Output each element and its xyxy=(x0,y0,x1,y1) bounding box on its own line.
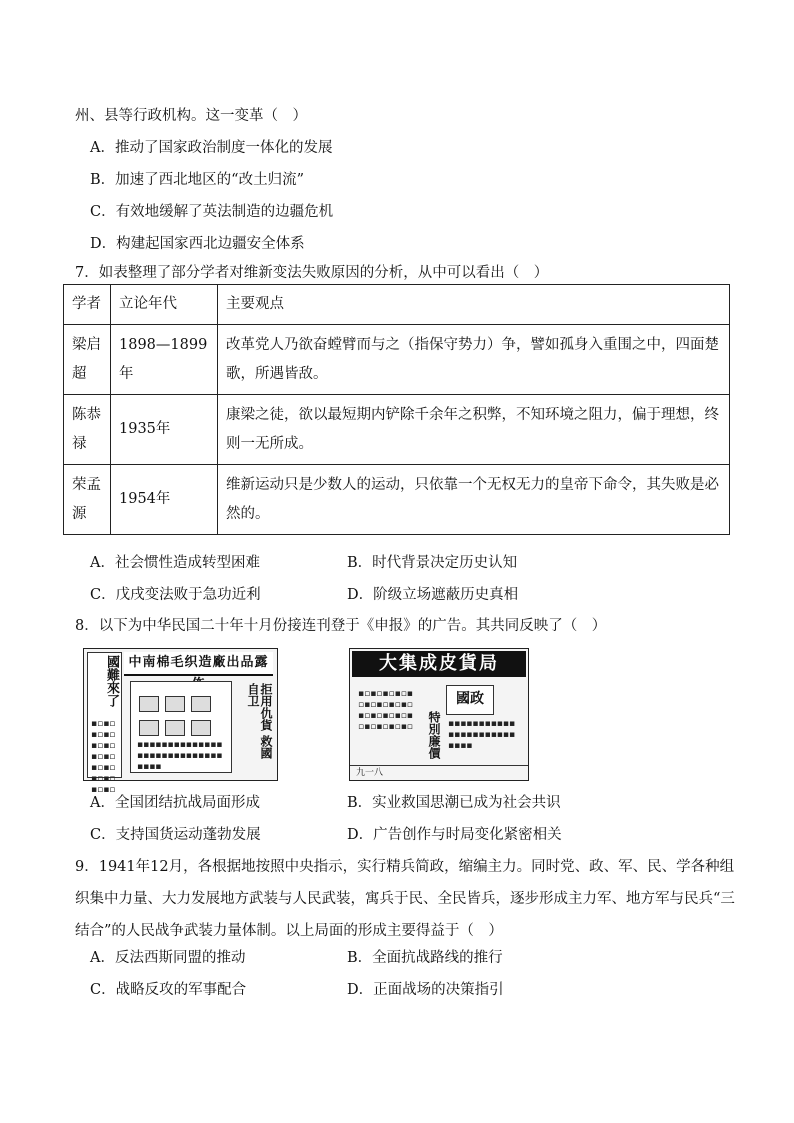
ad2-footer xyxy=(350,765,528,779)
q9-stem: 9．1941年12月，各根据地按照中央指示，实行精兵简政，缩编主力。同时党、政、军、民、学各种组织集中力量、大力发展地方武装与人民武装，寓兵于民、全民皆兵，逐步形成主力军、地方军与民兵“三结合”的人民战争武装力量体制。以上局面的形成主要得益于（ ） xyxy=(75,859,735,939)
ad1-side-text: 國難來了 xyxy=(104,655,119,707)
q8-option-b: B．实业救国思潮已成为社会共识 xyxy=(347,795,561,811)
cell-scholar: 荣孟源 xyxy=(64,465,111,535)
table-header-row xyxy=(64,285,730,325)
q6-option-b: B．加速了西北地区的“改土归流” xyxy=(90,172,304,188)
table-row xyxy=(64,395,730,465)
cell-view: 康梁之徒，欲以最短期内铲除千余年之积弊，不知环境之阻力，偏于理想，终则一无所成。 xyxy=(218,395,730,465)
cell-scholar: 梁启超 xyxy=(64,325,111,395)
ad2-fineprint-right: ▪▪▪▪▪▪▪▪▪▪▪▪▪▪▪▪▪▪▪▪▪▪▪▪▪▪ xyxy=(448,719,516,751)
newspaper-ad-image-2 xyxy=(349,648,529,781)
ad2-sale-text: 特別廉價 xyxy=(427,711,441,759)
cell-view: 维新运动只是少数人的运动，只依靠一个无权无力的皇帝下命令，其失败是必然的。 xyxy=(218,465,730,535)
cell-year: 1954年 xyxy=(111,465,218,535)
q7-stem: 7．如表整理了部分学者对维新变法失败原因的分析，从中可以看出（ ） xyxy=(75,265,549,281)
q8-option-c: C．支持国货运动蓬勃发展 xyxy=(90,827,261,843)
table-row xyxy=(64,325,730,395)
ad2-seal-text: 國政 xyxy=(456,691,484,707)
ad2-headline: 大集成皮貨局 xyxy=(352,651,526,677)
ad1-side-fineprint: ▪▫▪▫▪▫▪▫▪▫▪▫▪▫▪▫▪▫▪▫▪▫▪▫▪▫▪▫ xyxy=(91,719,116,795)
q6-option-d: D．构建起国家西北边疆安全体系 xyxy=(90,236,305,252)
cell-year: 1898—1899年 xyxy=(111,325,218,395)
header-year: 立论年代 xyxy=(111,285,218,325)
q8-option-a: A．全国团结抗战局面形成 xyxy=(90,795,260,811)
ad1-side-panel xyxy=(87,652,122,795)
q8-stem: 8．以下为中华民国二十年十月份接连刊登于《申报》的广告。其共同反映了（ ） xyxy=(75,618,607,634)
ad1-headline: 中南棉毛织造廠出品露 xyxy=(124,652,273,676)
ad2-footer-date: 九一八 xyxy=(356,768,384,778)
q9-option-d: D．正面战场的决策指引 xyxy=(347,982,504,998)
q9-option-c: C．战略反攻的军事配合 xyxy=(90,982,247,998)
q7-option-b: B．时代背景决定历史认知 xyxy=(347,555,518,571)
q9-option-b: B．全面抗战路线的推行 xyxy=(347,950,503,966)
ad2-seal xyxy=(446,685,494,715)
header-scholar: 学者 xyxy=(64,285,111,325)
cell-view: 改革党人乃欲奋螳臂而与之（指保守势力）争，譬如孤身入重围之中，四面楚歌，所遇皆敌。 xyxy=(218,325,730,395)
q8-option-d: D．广告创作与时局变化紧密相关 xyxy=(347,827,562,843)
ad1-slogan: 拒用仇貨 救國自卫 xyxy=(246,683,273,760)
cell-scholar: 陈恭禄 xyxy=(64,395,111,465)
q7-option-d: D．阶级立场遮蔽历史真相 xyxy=(347,587,519,603)
table-row xyxy=(64,465,730,535)
header-view: 主要观点 xyxy=(218,285,730,325)
cell-year: 1935年 xyxy=(111,395,218,465)
q7-table xyxy=(63,284,730,535)
q9-option-a: A．反法西斯同盟的推动 xyxy=(90,950,246,966)
q6-stem-tail: 州、县等行政机构。这一变革（ ） xyxy=(75,108,307,124)
q6-option-a: A．推动了国家政治制度一体化的发展 xyxy=(90,140,333,156)
newspaper-ad-image-1 xyxy=(83,648,278,795)
q7-option-a: A．社会惯性造成转型困难 xyxy=(90,555,260,571)
ad2-fineprint-left: ▪▫▪▫▪▫▪▫▪▫▪▫▪▫▪▫▪▫▪▫▪▫▪▫▪▫▪▫▪▫▪▫▪▫▪▫ xyxy=(358,689,413,732)
q6-option-c: C．有效地缓解了英法制造的边疆危机 xyxy=(90,204,334,220)
q7-option-c: C．戊戌变法败于急功近利 xyxy=(90,587,261,603)
ad1-product-grid: ▪▪▪▪▪▪▪▪▪▪▪▪▪▪▪▪▪▪▪▪▪▪▪▪▪▪▪▪▪▪▪▪ xyxy=(130,681,232,773)
